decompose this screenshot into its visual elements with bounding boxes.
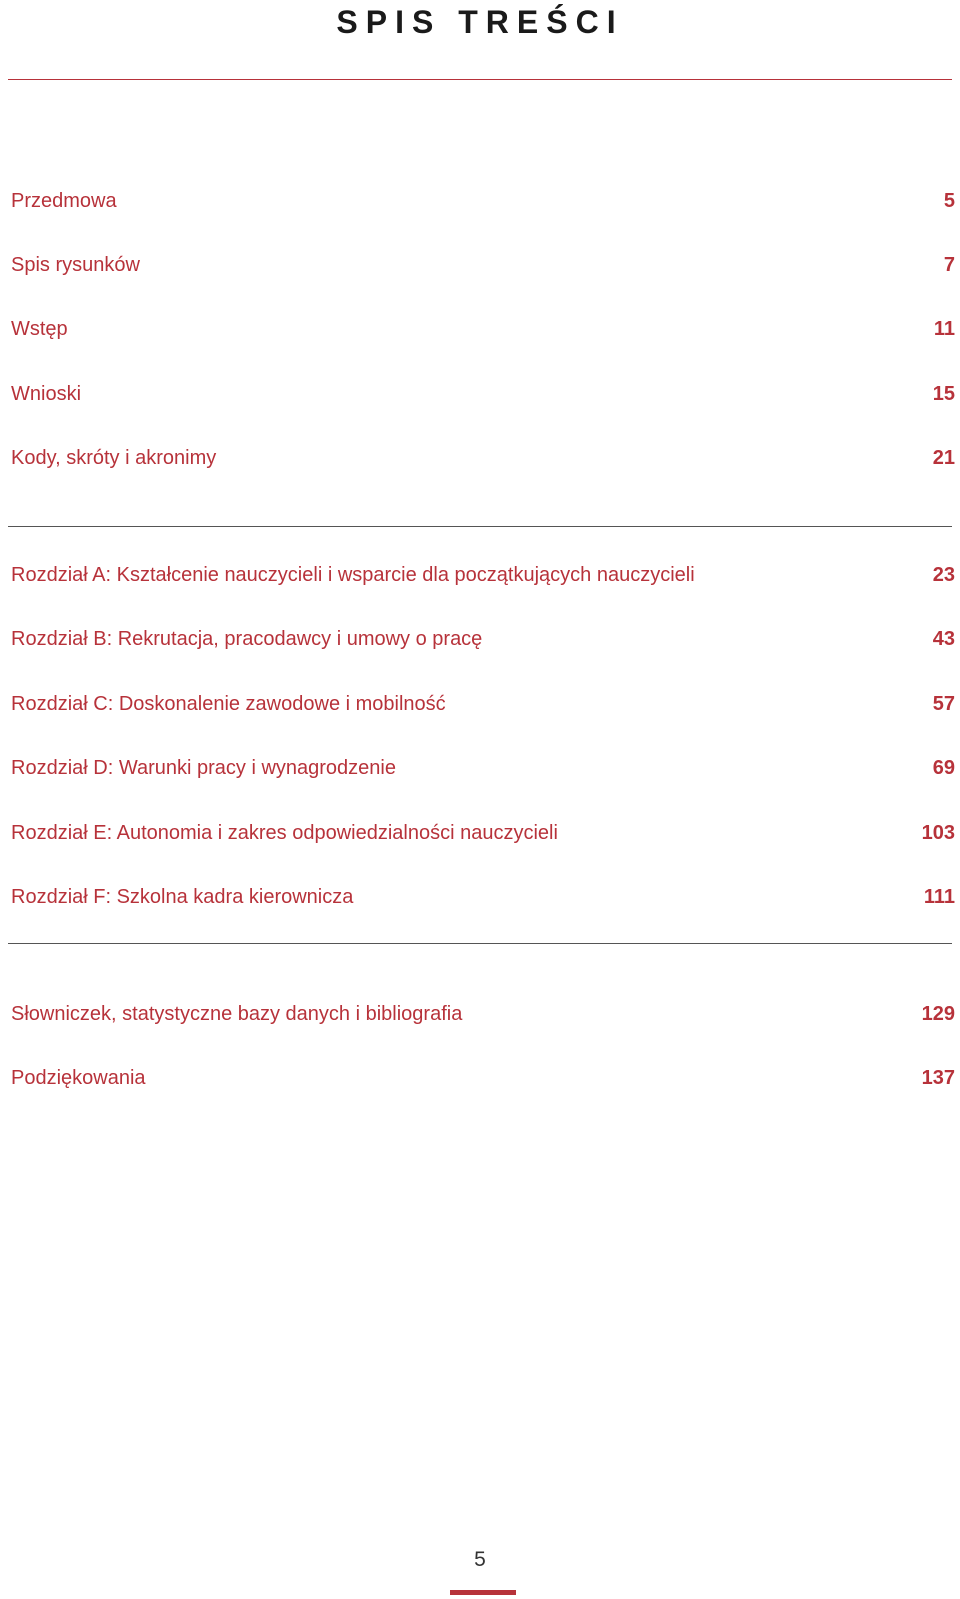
section-divider: [8, 526, 952, 527]
toc-entry[interactable]: [11, 753, 955, 783]
toc-entry-page: 21: [932, 447, 955, 469]
toc-entry[interactable]: [11, 1063, 955, 1093]
toc-entry-page: 103: [921, 822, 955, 844]
toc-entry-page: 11: [933, 318, 955, 340]
toc-entry[interactable]: [11, 443, 955, 473]
toc-entry-page: 57: [932, 693, 955, 715]
toc-entry-label: Kody, skróty i akronimy: [11, 447, 217, 469]
toc-entry[interactable]: [11, 624, 955, 654]
page-title: SPIS TREŚCI: [336, 4, 624, 40]
toc-entry-label: Spis rysunków: [11, 254, 140, 276]
toc-entry-page: 7: [943, 254, 955, 276]
toc-entry[interactable]: [11, 250, 955, 280]
toc-entry-label: Podziękowania: [11, 1067, 146, 1089]
toc-entry[interactable]: [11, 818, 955, 848]
page-number-bar: [450, 1590, 516, 1595]
toc-entry[interactable]: [11, 689, 955, 719]
title-divider: [8, 79, 952, 80]
toc-entry[interactable]: [11, 560, 955, 590]
toc-entry[interactable]: [11, 186, 955, 216]
toc-entry-page: 23: [932, 564, 955, 586]
toc-entry-label: Wnioski: [11, 383, 82, 405]
toc-entry-label: Przedmowa: [11, 190, 117, 212]
toc-entry-label: Rozdział A: Kształcenie nauczycieli i wsparcie dla początkujących nauczycieli: [11, 564, 695, 586]
toc-entry-label: Rozdział C: Doskonalenie zawodowe i mobilność: [11, 693, 446, 715]
toc-entry-page: 43: [932, 628, 955, 650]
toc-entry[interactable]: [11, 379, 955, 409]
toc-entry-label: Wstęp: [11, 318, 68, 340]
toc-entry-page: 69: [932, 757, 955, 779]
toc-entry-page: 137: [921, 1067, 955, 1089]
page-number: 5: [474, 1548, 486, 1571]
toc-entry-label: Słowniczek, statystyczne bazy danych i bibliografia: [11, 1003, 463, 1025]
toc-entry-page: 129: [921, 1003, 955, 1025]
toc-entry-label: Rozdział D: Warunki pracy i wynagrodzenie: [11, 757, 396, 779]
toc-entry-page: 15: [932, 383, 955, 405]
section-divider: [8, 943, 952, 944]
toc-entry[interactable]: [11, 882, 955, 912]
toc-entry-label: Rozdział F: Szkolna kadra kierownicza: [11, 886, 354, 908]
toc-entry[interactable]: [11, 314, 955, 344]
toc-entry-page: 5: [943, 190, 955, 212]
toc-entry-label: Rozdział B: Rekrutacja, pracodawcy i umowy o pracę: [11, 628, 483, 650]
toc-entry-page: 111: [923, 886, 955, 908]
toc-entry[interactable]: [11, 999, 955, 1029]
toc-entry-label: Rozdział E: Autonomia i zakres odpowiedzialności nauczycieli: [11, 822, 558, 844]
